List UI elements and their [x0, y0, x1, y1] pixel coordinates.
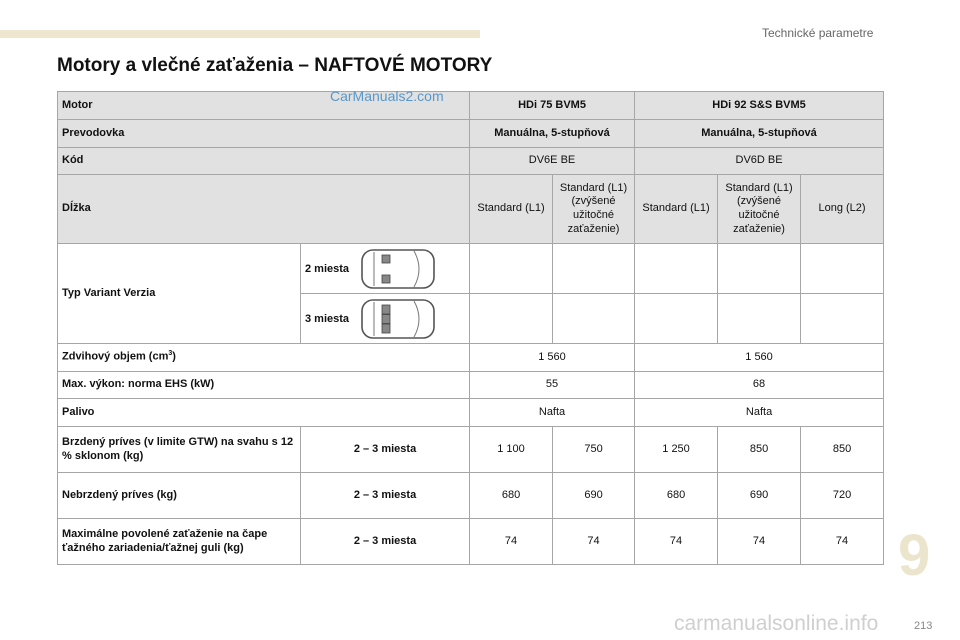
braked-trailer-value-4: 850	[718, 427, 801, 473]
empty-cell	[718, 294, 801, 344]
length-option-2: Standard (L1) (zvýšené užitočné zaťaženie)	[553, 175, 635, 244]
braked-trailer-label: Brzdený príves (v limite GTW) na svahu s 12 % sklonom (kg)	[58, 427, 301, 473]
gearbox-label: Prevodovka	[58, 120, 470, 148]
gearbox-2: Manuálna, 5-stupňová	[635, 120, 884, 148]
displacement-1: 1 560	[470, 344, 635, 372]
row-motor	[58, 92, 884, 120]
engine-1-name: HDi 75 BVM5	[470, 92, 635, 120]
motor-label: Motor	[58, 92, 470, 120]
max-ball-load-label: Maximálne povolené zaťaženie na čape ťažného zariadenia/ťažnej guli (kg)	[58, 519, 301, 565]
fuel-label: Palivo	[58, 399, 470, 427]
row-gearbox	[58, 120, 884, 148]
header-accent-bar	[0, 30, 480, 38]
unbraked-trailer-value-3: 680	[635, 473, 718, 519]
code-2: DV6D BE	[635, 148, 884, 175]
empty-cell	[553, 294, 635, 344]
empty-cell	[801, 294, 884, 344]
seats-3-label: 3 miesta	[305, 312, 350, 325]
max-ball-load-seats: 2 – 3 miesta	[301, 519, 470, 565]
row-type-2-seats	[58, 244, 884, 294]
seats-2-label: 2 miesta	[305, 262, 350, 275]
unbraked-trailer-value-2: 690	[553, 473, 635, 519]
braked-trailer-seats: 2 – 3 miesta	[301, 427, 470, 473]
empty-cell	[718, 244, 801, 294]
length-option-5: Long (L2)	[801, 175, 884, 244]
page-number: 213	[914, 620, 933, 632]
code-1: DV6E BE	[470, 148, 635, 175]
power-label: Max. výkon: norma EHS (kW)	[58, 372, 470, 399]
braked-trailer-value-2: 750	[553, 427, 635, 473]
watermark-top: CarManuals2.com	[330, 88, 444, 104]
displacement-label-end: )	[172, 350, 176, 363]
van-3-seats-icon	[358, 297, 438, 341]
unbraked-trailer-value-5: 720	[801, 473, 884, 519]
displacement-unit-sup: 3	[168, 350, 173, 358]
watermark-bottom: carmanualsonline.info	[674, 612, 879, 635]
section-title: Technické parametre	[762, 26, 874, 40]
braked-trailer-value-1: 1 100	[470, 427, 553, 473]
length-label: Dĺžka	[58, 175, 470, 244]
braked-trailer-value-3: 1 250	[635, 427, 718, 473]
empty-cell	[470, 294, 553, 344]
length-option-1: Standard (L1)	[470, 175, 553, 244]
type-label: Typ Variant Verzia	[58, 244, 301, 344]
power-1: 55	[470, 372, 635, 399]
row-unbraked-trailer	[58, 473, 884, 519]
power-2: 68	[635, 372, 884, 399]
unbraked-trailer-seats: 2 – 3 miesta	[301, 473, 470, 519]
code-label: Kód	[58, 148, 470, 175]
gearbox-1: Manuálna, 5-stupňová	[470, 120, 635, 148]
braked-trailer-value-5: 850	[801, 427, 884, 473]
type-3-seats-cell	[301, 294, 470, 344]
chapter-number: 9	[898, 523, 931, 588]
engine-2-name: HDi 92 S&S BVM5	[635, 92, 884, 120]
empty-cell	[635, 294, 718, 344]
displacement-2: 1 560	[635, 344, 884, 372]
empty-cell	[553, 244, 635, 294]
empty-cell	[635, 244, 718, 294]
type-2-seats-cell	[301, 244, 470, 294]
van-2-seats-icon	[358, 247, 438, 291]
row-fuel	[58, 399, 884, 427]
max-ball-load-value-3: 74	[635, 519, 718, 565]
row-displacement	[58, 344, 884, 372]
fuel-1: Nafta	[470, 399, 635, 427]
row-max-ball-load	[58, 519, 884, 565]
length-option-3: Standard (L1)	[635, 175, 718, 244]
max-ball-load-value-5: 74	[801, 519, 884, 565]
unbraked-trailer-label: Nebrzdený príves (kg)	[58, 473, 301, 519]
unbraked-trailer-value-4: 690	[718, 473, 801, 519]
empty-cell	[801, 244, 884, 294]
row-length	[58, 175, 884, 244]
row-power	[58, 372, 884, 399]
max-ball-load-value-4: 74	[718, 519, 801, 565]
displacement-label: Zdvihový objem (cm	[62, 350, 169, 363]
displacement-label-cell	[58, 344, 470, 372]
row-braked-trailer	[58, 427, 884, 473]
length-option-4: Standard (L1) (zvýšené užitočné zaťaženie)	[718, 175, 801, 244]
engine-spec-table	[57, 91, 884, 565]
page-title: Motory a vlečné zaťaženia – NAFTOVÉ MOTORY	[57, 55, 493, 76]
empty-cell	[470, 244, 553, 294]
unbraked-trailer-value-1: 680	[470, 473, 553, 519]
row-code	[58, 148, 884, 175]
max-ball-load-value-2: 74	[553, 519, 635, 565]
fuel-2: Nafta	[635, 399, 884, 427]
max-ball-load-value-1: 74	[470, 519, 553, 565]
